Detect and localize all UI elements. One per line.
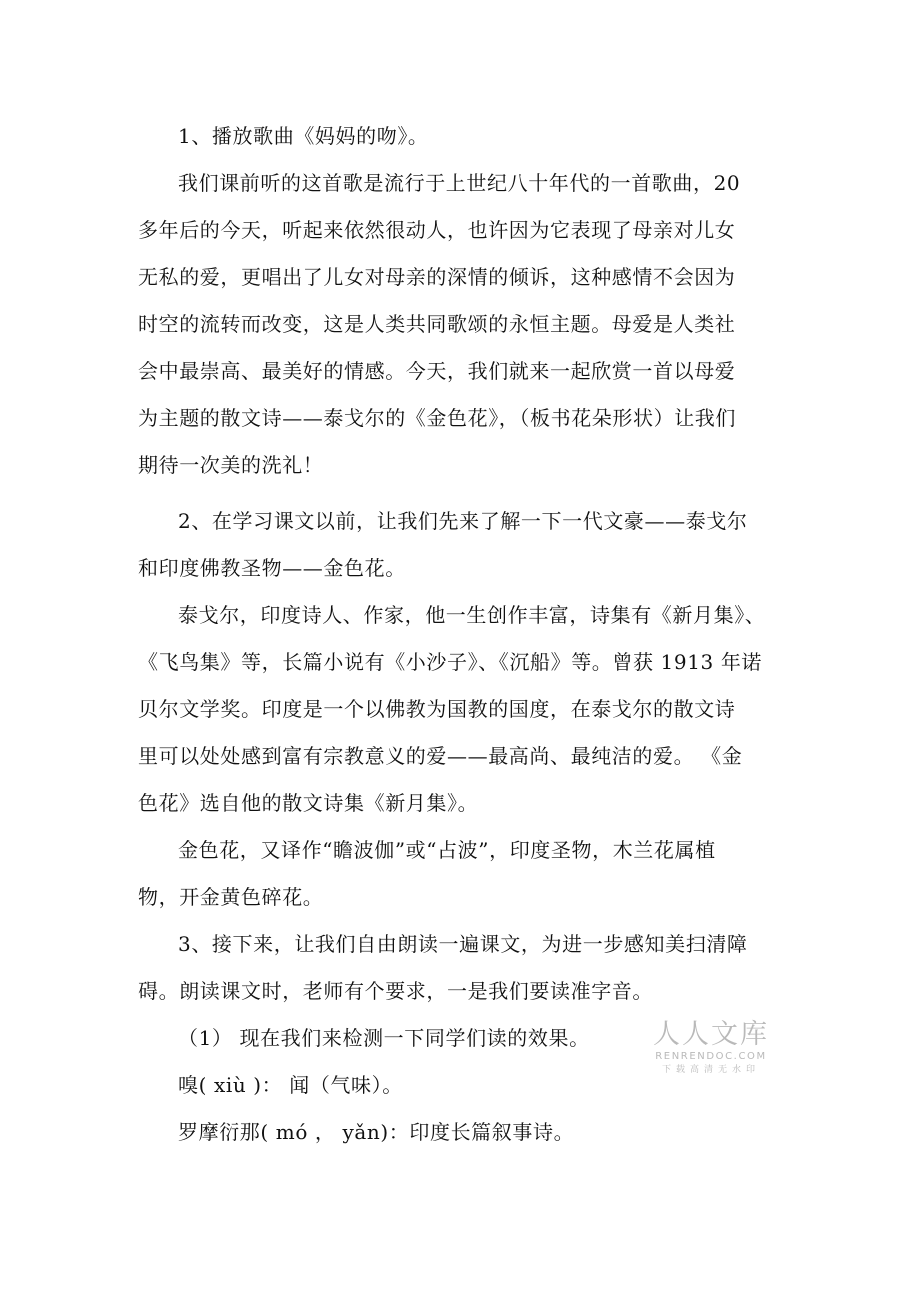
text-line: 泰戈尔，印度诗人、作家，他一生创作丰富，诗集有《新月集》、: [178, 603, 766, 627]
text-line: 会中最崇高、最美好的情感。今天，我们就来一起欣赏一首以母爱: [138, 359, 736, 383]
text-line: 和印度佛教圣物——金色花。: [138, 556, 406, 580]
text-line: 时空的流转而改变，这是人类共同歌颂的永恒主题。母爱是人类社: [138, 312, 736, 336]
vocab-item-ramayana: [138, 1109, 778, 1156]
text-line: 嗅( xiù )： 闻（气味）。: [178, 1073, 403, 1097]
paragraph-song-intro: [138, 160, 778, 489]
text-line: 2、在学习课文以前，让我们先来了解一下一代文豪——泰戈尔: [178, 509, 748, 533]
text-line: 《飞鸟集》等，长篇小说有《小沙子》、《沉船》等。曾获 1913 年诺: [138, 650, 763, 674]
text-line: 多年后的今天，听起来依然很动人，也许因为它表现了母亲对儿女: [138, 218, 736, 242]
text-line: 物，开金黄色碎花。: [138, 885, 324, 909]
text-line: 色花》选自他的散文诗集《新月集》。: [138, 791, 479, 815]
text-line: 期待一次美的洗礼！: [138, 453, 324, 477]
text-line: 无私的爱，更唱出了儿女对母亲的深情的倾诉，这种感情不会因为: [138, 265, 736, 289]
text-line: 1、播放歌曲《妈妈的吻》。: [178, 124, 429, 148]
paragraph-tagore-bio: [138, 592, 778, 827]
text-line: 罗摩衍那( mó ， yǎn)：印度长篇叙事诗。: [178, 1120, 575, 1144]
text-line: 为主题的散文诗——泰戈尔的《金色花》，（板书花朵形状）让我们: [138, 406, 736, 430]
watermark-subtitle: 下载高清无水印: [661, 1065, 760, 1075]
paragraph-play-song: [138, 113, 778, 160]
paragraph-reading-task: [138, 921, 778, 1015]
text-line: 3、接下来，让我们自由朗读一遍课文，为进一步感知美扫清障: [178, 932, 748, 956]
watermark-logo: [648, 1020, 774, 1080]
watermark-domain: RENRENDOC.COM: [655, 1051, 767, 1062]
paragraph-background-intro: [138, 498, 778, 592]
text-line: 里可以处处感到富有宗教意义的爱——最高尚、最纯洁的爱。 《金: [138, 744, 743, 768]
text-line: 金色花，又译作“瞻波伽”或“占波”，印度圣物，木兰花属植: [178, 838, 716, 862]
text-line: 贝尔文学奖。印度是一个以佛教为国教的国度，在泰戈尔的散文诗: [138, 697, 736, 721]
text-line: （1） 现在我们来检测一下同学们读的效果。: [178, 1026, 590, 1050]
text-line: 我们课前听的这首歌是流行于上世纪八十年代的一首歌曲，20: [178, 171, 741, 195]
watermark-title: 人人文库: [653, 1019, 769, 1050]
text-line: 碍。朗读课文时，老师有个要求，一是我们要读准字音。: [138, 979, 653, 1003]
paragraph-golden-flower: [138, 827, 778, 921]
